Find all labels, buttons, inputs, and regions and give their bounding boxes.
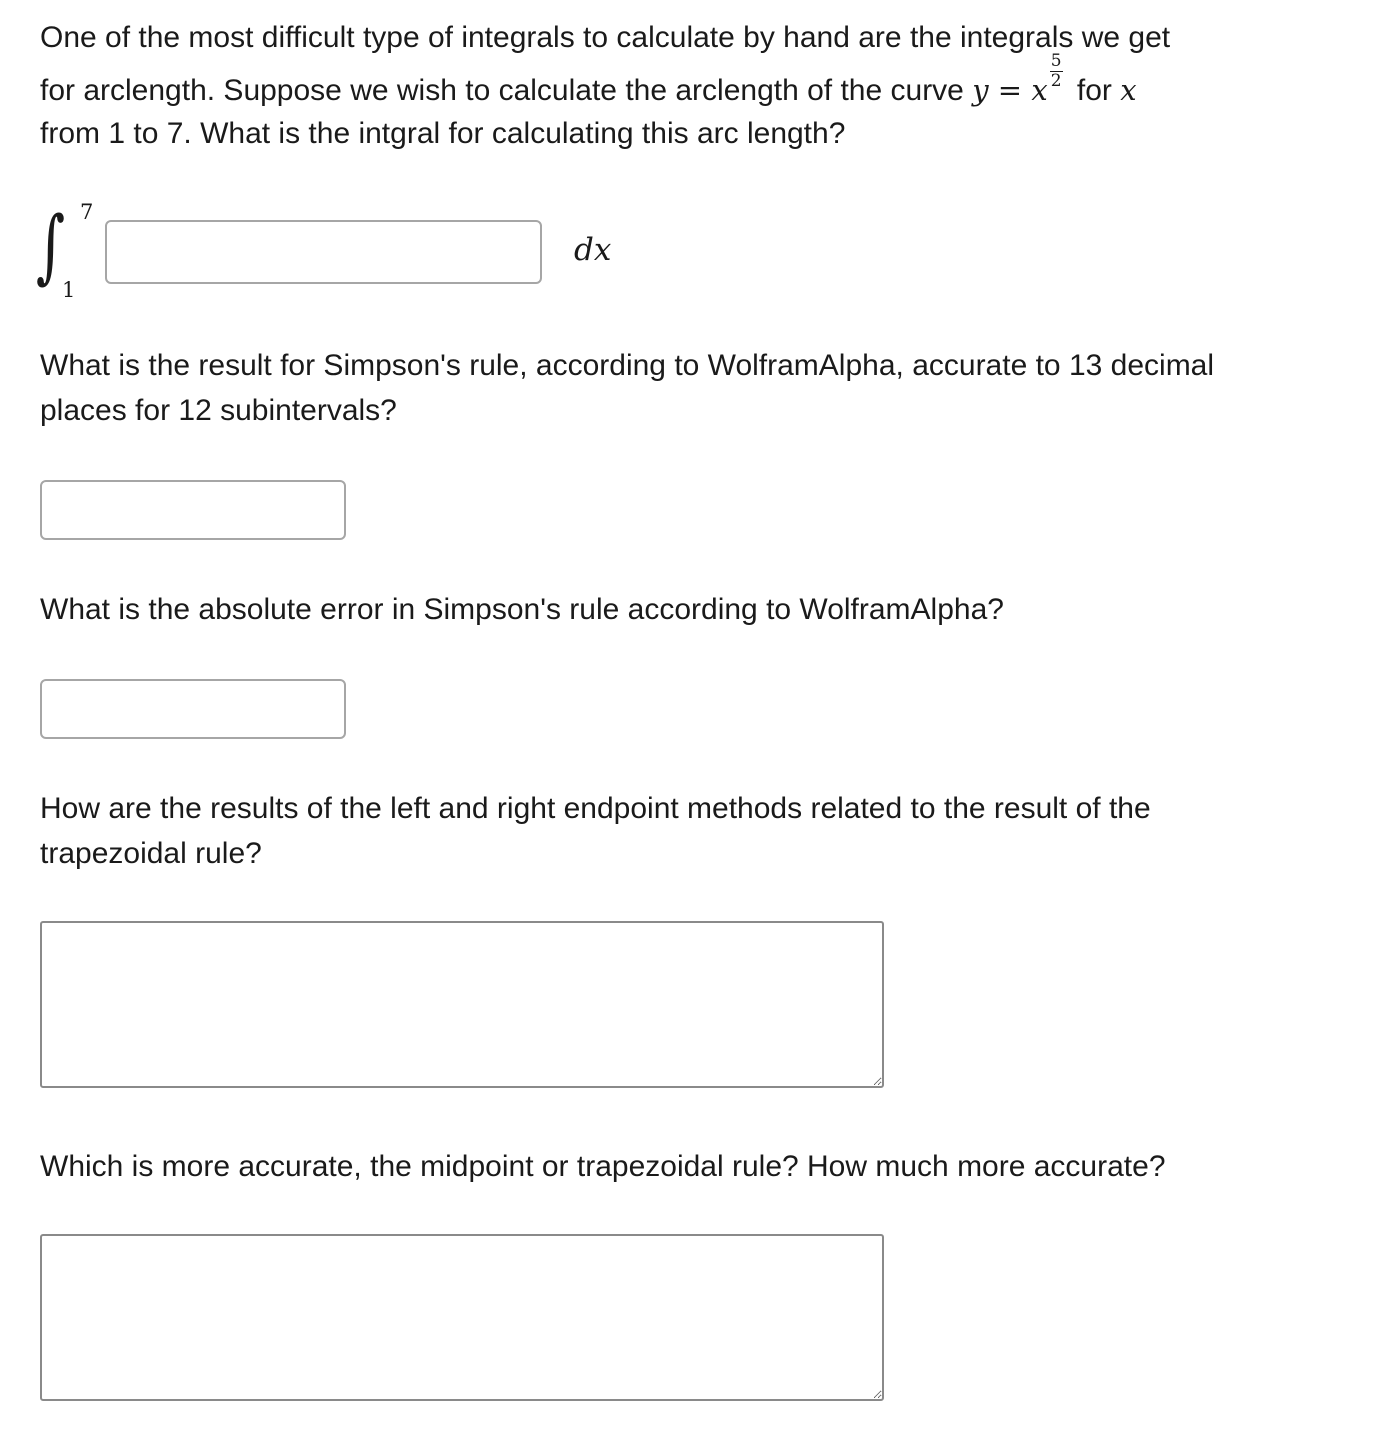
exponent-fraction <box>1050 53 1063 90</box>
integral-sign: ∫ <box>36 199 66 292</box>
math-var-x: x <box>1031 73 1048 107</box>
simpson-error-input[interactable] <box>40 679 346 739</box>
integral-lower-limit: 1 <box>62 278 76 302</box>
math-var-x2: x <box>1120 73 1137 107</box>
q2-text-line1: What is the result for Simpson's rule, according to WolframAlpha, accurate to 13 decimal <box>40 349 1215 382</box>
math-var-y: y <box>972 73 989 107</box>
endpoint-relation-textarea[interactable] <box>40 921 884 1088</box>
q1-text-for: for <box>1068 74 1121 107</box>
simpson-result-input[interactable] <box>40 480 346 540</box>
exponent-numerator: 5 <box>1050 51 1062 71</box>
q4-text-line1: How are the results of the left and right endpoint methods related to the result of the <box>40 792 1151 825</box>
q2-text-line2: places for 12 subintervals? <box>40 394 397 427</box>
exponent-denominator: 2 <box>1050 71 1062 91</box>
math-equals: = <box>988 73 1032 107</box>
q5-text-line1: Which is more accurate, the midpoint or trapezoidal rule? How much more accurate? <box>40 1150 1166 1183</box>
integral-upper-limit: 7 <box>80 200 94 224</box>
q1-text-line1: One of the most difficult type of integrals to calculate by hand are the integrals we get <box>40 21 1171 54</box>
q4-text-line2: trapezoidal rule? <box>40 837 262 870</box>
q3-text-line1: What is the absolute error in Simpson's rule according to WolframAlpha? <box>40 593 1004 626</box>
q1-text-line2 <box>40 51 1137 114</box>
differential-dx: dx <box>574 232 612 268</box>
integrand-input[interactable] <box>105 220 542 284</box>
accuracy-comparison-textarea[interactable] <box>40 1234 884 1401</box>
q1-text-line3: from 1 to 7. What is the intgral for calculating this arc length? <box>40 117 846 150</box>
q1-text-line2-pre: for arclength. Suppose we wish to calculate the arclength of the curve <box>40 74 973 107</box>
